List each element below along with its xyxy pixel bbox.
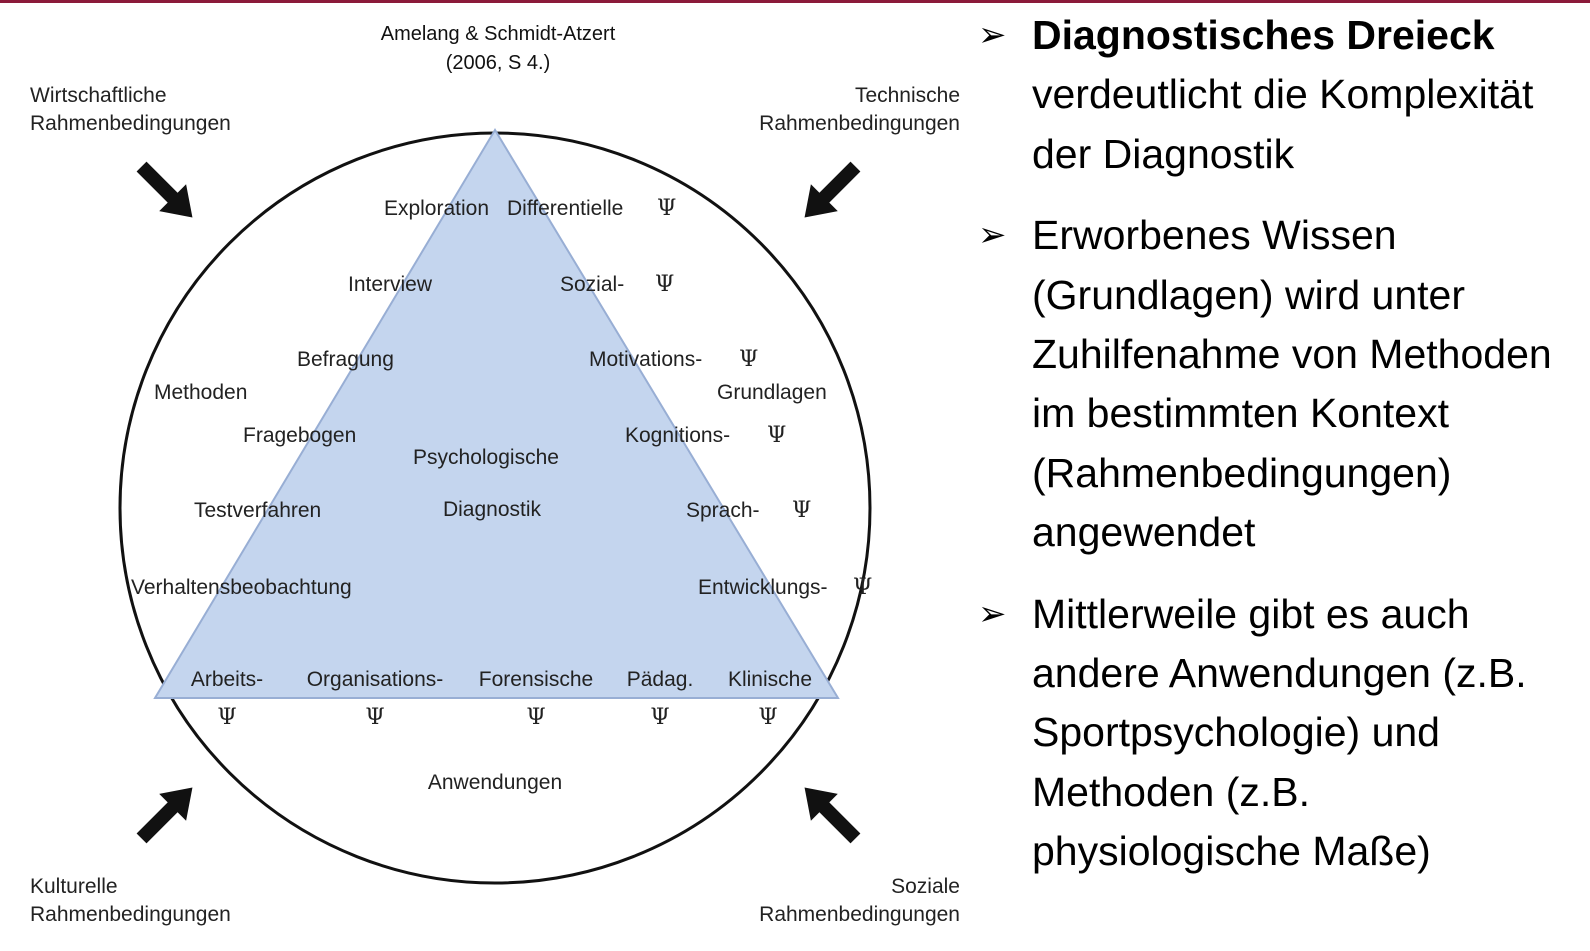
bullet-item bbox=[978, 206, 1588, 562]
method-item: Exploration bbox=[383, 197, 489, 220]
corner-top-left-line-1: Wirtschaftliche bbox=[30, 84, 167, 107]
foundation-item: Sozial- bbox=[560, 273, 625, 296]
psi-icon: Ψ bbox=[217, 705, 237, 730]
corner-top-right-line-2: Rahmenbedingungen bbox=[759, 112, 960, 135]
bullet-arrow-icon: ➢ bbox=[978, 15, 1007, 55]
bullet-text: Mittlerweile gibt es auch andere Anwendungen (z.B. Sportpsychologie) und Methoden (z.B. physiologische Maße) bbox=[1032, 590, 1527, 875]
bullet-text: verdeutlicht die Komplexität der Diagnostik bbox=[1032, 71, 1534, 177]
application-item: Arbeits- bbox=[190, 668, 264, 691]
bullet-item bbox=[978, 585, 1588, 882]
method-item: Befragung bbox=[297, 348, 394, 371]
psi-icon: Ψ bbox=[792, 498, 812, 523]
corner-bottom-right-line-2: Rahmenbedingungen bbox=[759, 903, 960, 926]
corner-top-right-line-1: Technische bbox=[854, 84, 960, 107]
corner-bottom-left-line-1: Kulturelle bbox=[30, 875, 118, 898]
bullet-text: Erworbenes Wissen (Grundlagen) wird unter Zuhilfenahme von Methoden im bestimmten Kontext (Rahmenbedingungen) angewendet bbox=[1032, 212, 1552, 556]
psi-icon: Ψ bbox=[526, 705, 546, 730]
psi-icon: Ψ bbox=[853, 575, 873, 600]
foundation-item: Kognitions- bbox=[625, 424, 731, 447]
application-item: Forensische bbox=[478, 668, 594, 691]
diagnostic-triangle bbox=[155, 130, 838, 698]
arrow-top-right-icon bbox=[791, 153, 869, 231]
applications-heading: Anwendungen bbox=[427, 771, 563, 794]
bullet-arrow-icon: ➢ bbox=[978, 593, 1007, 634]
application-item: Organisations- bbox=[306, 668, 444, 691]
corner-bottom-right-line-1: Soziale bbox=[891, 875, 960, 898]
psi-icon: Ψ bbox=[365, 705, 385, 730]
bullet-list bbox=[978, 6, 1588, 904]
method-item: Fragebogen bbox=[243, 424, 357, 447]
psi-icon: Ψ bbox=[657, 196, 677, 221]
arrow-bottom-left-icon bbox=[128, 774, 206, 852]
psi-icon: Ψ bbox=[655, 272, 675, 297]
methods-heading: Methoden bbox=[154, 381, 248, 404]
method-item: Testverfahren bbox=[194, 499, 322, 522]
method-item: Verhaltensbeobachtung bbox=[131, 576, 352, 599]
center-label-line-2: Diagnostik bbox=[442, 498, 542, 521]
corner-top-left-line-2: Rahmenbedingungen bbox=[30, 112, 231, 135]
psi-icon: Ψ bbox=[767, 423, 787, 448]
foundations-heading: Grundlagen bbox=[717, 381, 827, 404]
center-label-line-1: Psychologische bbox=[413, 446, 559, 469]
psi-icon: Ψ bbox=[739, 347, 759, 372]
foundation-item: Differentielle bbox=[507, 197, 624, 220]
application-item: Pädag. bbox=[626, 668, 694, 691]
bullet-bold-text: Diagnostisches Dreieck bbox=[1032, 12, 1495, 58]
foundation-item: Entwicklungs- bbox=[698, 576, 828, 599]
foundation-item: Sprach- bbox=[686, 499, 760, 522]
psi-icon: Ψ bbox=[650, 705, 670, 730]
application-item: Klinische bbox=[727, 668, 813, 691]
bullet-arrow-icon: ➢ bbox=[978, 215, 1007, 256]
psi-icon: Ψ bbox=[758, 705, 778, 730]
foundation-item: Motivations- bbox=[589, 348, 703, 371]
bullet-item bbox=[978, 6, 1588, 184]
corner-bottom-left-line-2: Rahmenbedingungen bbox=[30, 903, 231, 926]
source-line-2: (2006, S 4.) bbox=[445, 52, 551, 74]
source-line-1: Amelang & Schmidt-Atzert bbox=[380, 23, 616, 45]
arrow-top-left-icon bbox=[128, 153, 206, 231]
arrow-bottom-right-icon bbox=[791, 774, 869, 852]
method-item: Interview bbox=[348, 273, 433, 296]
